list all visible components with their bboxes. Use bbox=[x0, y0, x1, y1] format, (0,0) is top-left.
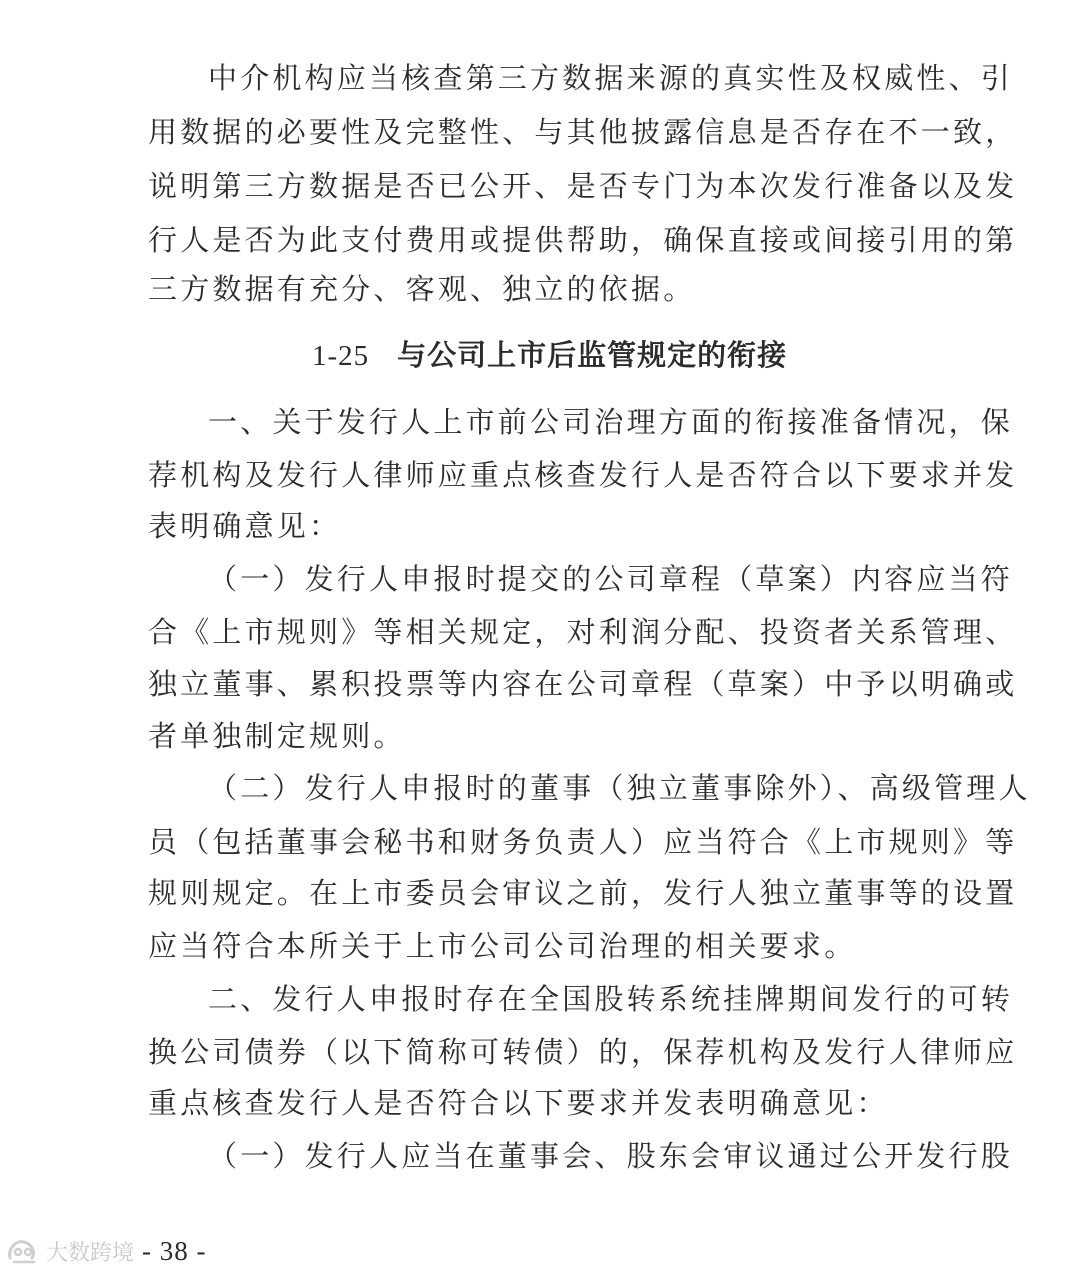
section-title: 与公司上市后监管规定的衔接 bbox=[397, 338, 788, 372]
text-line: 用数据的必要性及完整性、与其他披露信息是否存在不一致， bbox=[148, 115, 1018, 149]
text-line: 重点核查发行人是否符合以下要求并发表明确意见： bbox=[148, 1086, 889, 1120]
page-number: - 38 - bbox=[142, 1236, 207, 1266]
text-line: 三方数据有充分、客观、独立的依据。 bbox=[148, 272, 696, 306]
text-line: 独立董事、累积投票等内容在公司章程（草案）中予以明确或 bbox=[148, 667, 1018, 701]
text-line: 行人是否为此支付费用或提供帮助，确保直接或间接引用的第 bbox=[148, 223, 1018, 257]
text-line: （一）发行人申报时提交的公司章程（草案）内容应当符 bbox=[208, 562, 1014, 596]
watermark-logo-icon bbox=[6, 1236, 40, 1266]
watermark-text: 大数跨境 bbox=[46, 1240, 135, 1266]
section-number: 1-25 bbox=[312, 340, 370, 372]
text-line: 规则规定。在上市委员会审议之前，发行人独立董事等的设置 bbox=[148, 876, 1018, 910]
text-line: 荐机构及发行人律师应重点核查发行人是否符合以下要求并发 bbox=[148, 458, 1018, 492]
text-line: 者单独制定规则。 bbox=[148, 719, 406, 753]
text-line: 换公司债券（以下简称可转债）的，保荐机构及发行人律师应 bbox=[148, 1035, 1018, 1069]
text-line: 应当符合本所关于上市公司公司治理的相关要求。 bbox=[148, 929, 857, 963]
text-line: 二、发行人申报时存在全国股转系统挂牌期间发行的可转 bbox=[208, 982, 1014, 1016]
text-line: （二）发行人申报时的董事（独立董事除外）、高级管理人 bbox=[208, 771, 1031, 805]
text-line: 说明第三方数据是否已公开、是否专门为本次发行准备以及发 bbox=[148, 169, 1018, 203]
text-line: 合《上市规则》等相关规定，对利润分配、投资者关系管理、 bbox=[148, 615, 1018, 649]
section-heading bbox=[312, 335, 832, 375]
text-line: 一、关于发行人上市前公司治理方面的衔接准备情况，保 bbox=[208, 405, 1014, 439]
watermark bbox=[6, 1234, 134, 1268]
text-line: （一）发行人应当在董事会、股东会审议通过公开发行股 bbox=[208, 1139, 1014, 1173]
page-footer bbox=[0, 1228, 1080, 1272]
text-line: 表明确意见： bbox=[148, 509, 342, 543]
text-line: 中介机构应当核查第三方数据来源的真实性及权威性、引 bbox=[208, 61, 1014, 95]
text-line: 员（包括董事会秘书和财务负责人）应当符合《上市规则》等 bbox=[148, 825, 1018, 859]
